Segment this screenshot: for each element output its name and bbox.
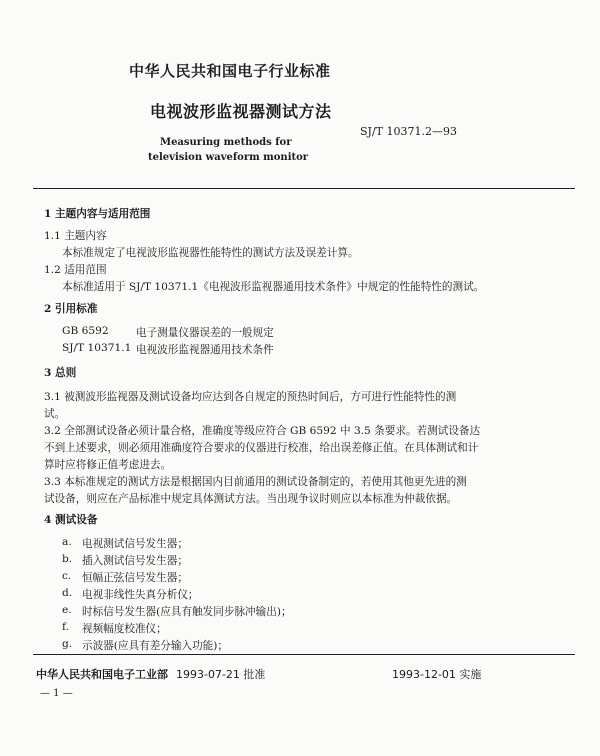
paragraph-3-1-line: 3.1 被测波形监视器及测试设备均应达到各自规定的预热时间后，方可进行性能特性的测 xyxy=(44,391,457,403)
header-divider xyxy=(33,188,575,189)
equipment-item-marker: f. xyxy=(62,621,69,633)
issuing-authority: 中华人民共和国电子工业部 xyxy=(36,668,168,681)
equipment-item-marker: e. xyxy=(62,604,72,616)
equipment-item-marker: d. xyxy=(62,587,73,599)
section-4-heading: 4 测试设备 xyxy=(44,514,98,526)
footer-divider xyxy=(33,654,575,655)
reference-title: 电视波形监视器通用技术条件 xyxy=(136,344,274,356)
reference-title: 电子测量仪器误差的一般规定 xyxy=(136,327,274,339)
equipment-item-text: 恒幅正弦信号发生器； xyxy=(82,572,188,584)
industry-standard-heading: 中华人民共和国电子行业标准 xyxy=(129,62,331,80)
effective-date: 1993-12-01 实施 xyxy=(392,668,482,681)
equipment-item-marker: a. xyxy=(62,536,72,548)
reference-code: GB 6592 xyxy=(62,325,109,337)
paragraph-3-1-line: 试。 xyxy=(44,408,66,420)
section-1-1-heading: 1.1 主题内容 xyxy=(44,230,107,242)
paragraph-3-2-line: 不到上述要求，则必须用准确度符合要求的仪器进行校准，给出误差修正值。在具体测试和计 xyxy=(44,442,479,454)
paragraph-3-3-line: 试设备，则应在产品标准中规定具体测试方法。当出现争议时则应以本标准为仲裁依据。 xyxy=(44,493,458,505)
section-1-1-text: 本标准规定了电视波形监视器性能特性的测试方法及误差计算。 xyxy=(62,247,359,259)
section-1-2-heading: 1.2 适用范围 xyxy=(44,264,107,276)
paragraph-3-2-line: 算时应将修正值考虑进去。 xyxy=(44,459,172,471)
section-2-heading: 2 引用标准 xyxy=(44,303,98,315)
equipment-item-text: 示波器(应具有差分输入功能)； xyxy=(82,640,228,652)
section-3-heading: 3 总则 xyxy=(44,367,77,379)
standard-code: SJ/T 10371.2—93 xyxy=(360,125,457,138)
equipment-item-marker: g. xyxy=(62,638,73,650)
paragraph-3-2-line: 3.2 全部测试设备必须计量合格，准确度等级应符合 GB 6592 中 3.5 条要求。若测试设备达 xyxy=(44,425,481,437)
equipment-item-text: 时标信号发生器(应具有触发同步脉冲输出)； xyxy=(82,606,292,618)
paragraph-3-3-line: 3.3 本标准规定的测试方法是根据国内目前通用的测试设备制定的，若使用其他更先进的测 xyxy=(44,476,467,488)
reference-code: SJ/T 10371.1 xyxy=(62,342,132,354)
equipment-item-text: 电视非线性失真分析仪； xyxy=(82,589,199,601)
section-1-2-text: 本标准适用于 SJ/T 10371.1《电视波形监视器通用技术条件》中规定的性能特性的测试。 xyxy=(62,281,485,293)
section-1-heading: 1 主题内容与适用范围 xyxy=(44,208,151,220)
equipment-item-text: 插入测试信号发生器； xyxy=(82,555,188,567)
document-title-en-line1: Measuring methods for xyxy=(160,137,292,148)
equipment-item-marker: c. xyxy=(62,570,72,582)
page-number: — 1 — xyxy=(40,688,73,699)
document-title-cn: 电视波形监视器测试方法 xyxy=(150,102,332,121)
equipment-item-text: 电视测试信号发生器； xyxy=(82,538,188,550)
equipment-item-marker: b. xyxy=(62,553,73,565)
approval-date: 1993-07-21 批准 xyxy=(176,668,266,681)
equipment-item-text: 视频幅度校准仪； xyxy=(82,623,167,635)
document-title-en-line2: television waveform monitor xyxy=(148,152,309,163)
